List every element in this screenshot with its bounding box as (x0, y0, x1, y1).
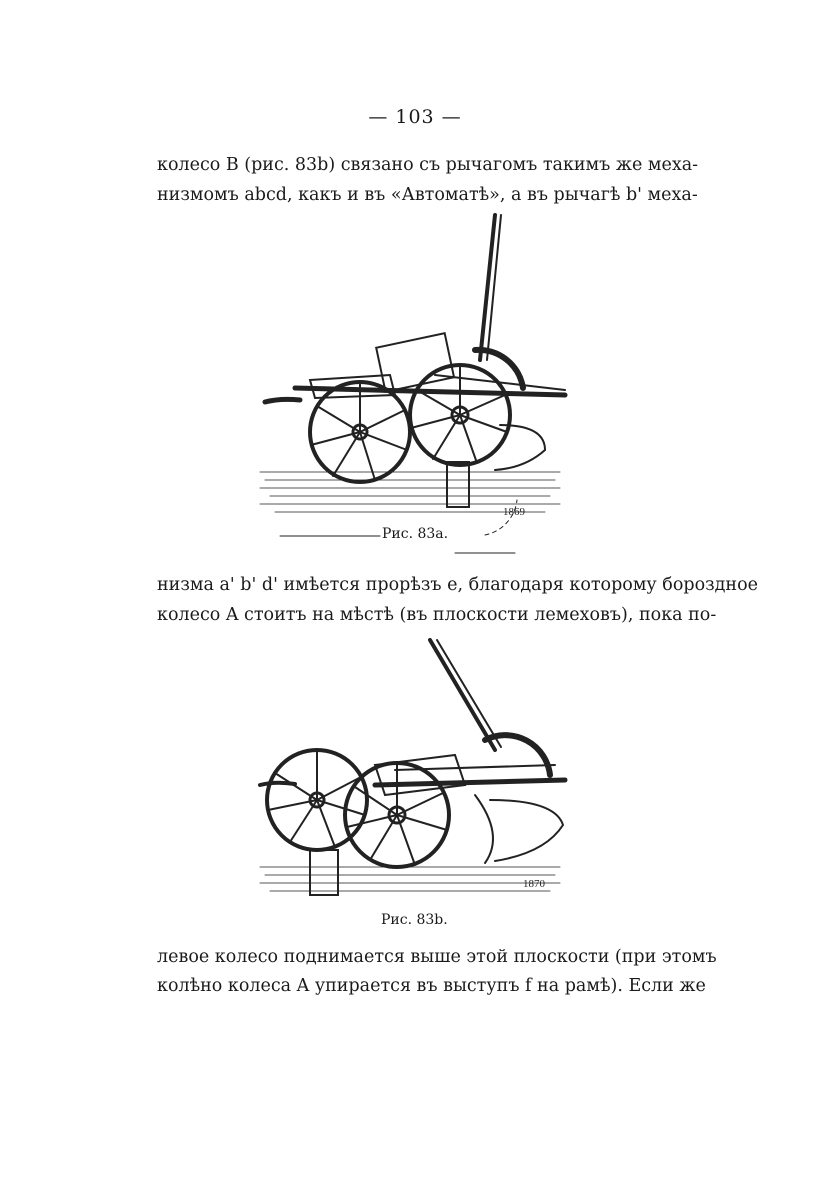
plow-engraving-a (255, 210, 575, 560)
paragraph-3-line-2: колѣно колеса A упирается въ выступъ f на рамѣ). Если же (157, 976, 706, 996)
engraving-number-b: 1870 (523, 878, 545, 890)
paragraph-2-line-2: колесо A стоитъ на мѣстѣ (въ плоскости лемеховъ), пока по- (157, 605, 717, 625)
paragraph-3-line-1: левое колесо поднимается выше этой плоскости (при этомъ (157, 947, 717, 967)
paragraph-2-line-1: низма a' b' d' имѣется прорѣзъ e, благодаря которому бороздное (157, 575, 758, 595)
paragraph-1-line-2: низмомъ abcd, какъ и въ «Автоматѣ», а въ рычагѣ b' меха- (157, 185, 698, 205)
plow-engraving-b (255, 635, 575, 905)
engraving-number-a: 1869 (503, 506, 525, 518)
page-number: — 103 — (368, 106, 462, 128)
figure-83b-illustration (255, 635, 575, 905)
figure-83a-illustration (255, 210, 575, 560)
figure-83b-caption: Рис. 83b. (381, 912, 448, 928)
figure-83a-caption: Рис. 83a. (382, 526, 449, 542)
paragraph-1-line-1: колесо B (рис. 83b) связано съ рычагомъ такимъ же меха- (157, 155, 699, 175)
